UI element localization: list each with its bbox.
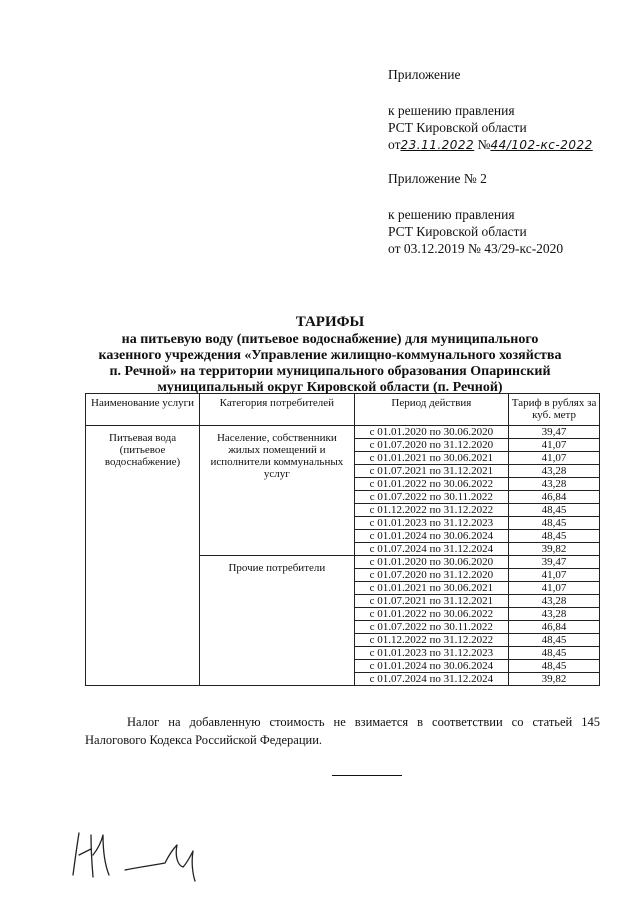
period-cell: с 01.07.2021 по 31.12.2021 xyxy=(354,465,509,478)
decision-line2: РСТ Кировской области xyxy=(388,120,527,135)
tariff-cell: 41,07 xyxy=(509,452,600,465)
header-tariff: Тариф в рублях за куб. метр xyxy=(509,394,600,426)
decision2-line2: РСТ Кировской области xyxy=(388,224,527,239)
handwritten-date: 23.11.2022 xyxy=(400,138,475,152)
tariff-cell: 43,28 xyxy=(509,608,600,621)
service-name-cell: Питьевая вода (питьевое водоснабжение) xyxy=(86,426,200,686)
closing-rule xyxy=(332,775,402,776)
tariff-cell: 46,84 xyxy=(509,491,600,504)
decision2-line1: к решению правления xyxy=(388,207,515,222)
appendix-label: Приложение xyxy=(388,67,461,82)
period-cell: с 01.01.2022 по 30.06.2022 xyxy=(354,608,509,621)
table-row xyxy=(86,426,600,439)
date-prefix: от xyxy=(388,137,401,152)
table-body xyxy=(86,426,600,686)
tariff-cell: 43,28 xyxy=(509,478,600,491)
period-cell: с 01.12.2022 по 31.12.2022 xyxy=(354,634,509,647)
tariff-table xyxy=(85,393,600,686)
appendix2-header xyxy=(388,170,487,187)
tariff-cell: 39,47 xyxy=(509,426,600,439)
tariff-cell: 46,84 xyxy=(509,621,600,634)
tariff-cell: 43,28 xyxy=(509,465,600,478)
decision-reference xyxy=(388,102,593,154)
period-cell: с 01.01.2024 по 30.06.2024 xyxy=(354,660,509,673)
decision2-reference xyxy=(388,206,563,257)
tariff-cell: 48,45 xyxy=(509,634,600,647)
period-cell: с 01.01.2023 по 31.12.2023 xyxy=(354,647,509,660)
tariff-cell: 39,82 xyxy=(509,673,600,686)
period-cell: с 01.01.2024 по 30.06.2024 xyxy=(354,530,509,543)
vat-note: Налог на добавленную стоимость не взимается в соответствии со статьей 145 Налогового Кодекса Российской Федерации. xyxy=(85,715,600,747)
decision-line1: к решению правления xyxy=(388,103,515,118)
handwritten-number: 44/102-кс-2022 xyxy=(490,138,593,152)
handwritten-signature-icon xyxy=(65,825,215,885)
tariff-cell: 41,07 xyxy=(509,569,600,582)
title-main: ТАРИФЫ xyxy=(295,314,365,330)
tariff-cell: 48,45 xyxy=(509,660,600,673)
number-sign: № xyxy=(477,137,491,152)
title-line1: на питьевую воду (питьевое водоснабжение) для муниципального xyxy=(121,332,539,347)
header-period: Период действия xyxy=(354,394,509,426)
tariff-cell: 48,45 xyxy=(509,504,600,517)
tariff-cell: 43,28 xyxy=(509,595,600,608)
tariff-cell: 41,07 xyxy=(509,439,600,452)
period-cell: с 01.01.2020 по 30.06.2020 xyxy=(354,556,509,569)
category-cell: Население, собственники жилых помещений и исполнители коммунальных услуг xyxy=(200,426,355,556)
tariff-cell: 39,47 xyxy=(509,556,600,569)
table-header-row xyxy=(86,394,600,426)
period-cell: с 01.07.2022 по 30.11.2022 xyxy=(354,491,509,504)
tariff-cell: 41,07 xyxy=(509,582,600,595)
title-line4: муниципальный округ Кировской области (п. Речной) xyxy=(157,380,503,395)
header-service: Наименование услуги xyxy=(86,394,200,426)
period-cell: с 01.07.2024 по 31.12.2024 xyxy=(354,673,509,686)
appendix2-label: Приложение № 2 xyxy=(388,171,487,186)
period-cell: с 01.07.2021 по 31.12.2021 xyxy=(354,595,509,608)
tariff-cell: 48,45 xyxy=(509,647,600,660)
period-cell: с 01.07.2022 по 30.11.2022 xyxy=(354,621,509,634)
period-cell: с 01.01.2021 по 30.06.2021 xyxy=(354,452,509,465)
period-cell: с 01.07.2020 по 31.12.2020 xyxy=(354,439,509,452)
document-title xyxy=(60,314,600,396)
decision2-line3: от 03.12.2019 № 43/29-кс-2020 xyxy=(388,241,564,256)
tariff-cell: 48,45 xyxy=(509,517,600,530)
title-line2: казенного учреждения «Управление жилищно-коммунального хозяйства xyxy=(98,348,562,363)
period-cell: с 01.07.2020 по 31.12.2020 xyxy=(354,569,509,582)
appendix-header xyxy=(388,66,460,83)
title-line3: п. Речной» на территории муниципального образования Опаринский xyxy=(109,364,551,379)
period-cell: с 01.01.2022 по 30.06.2022 xyxy=(354,478,509,491)
period-cell: с 01.01.2020 по 30.06.2020 xyxy=(354,426,509,439)
header-category: Категория потребителей xyxy=(200,394,355,426)
period-cell: с 01.01.2021 по 30.06.2021 xyxy=(354,582,509,595)
decision-date-line xyxy=(388,136,593,154)
tariff-cell: 39,82 xyxy=(509,543,600,556)
tariff-cell: 48,45 xyxy=(509,530,600,543)
period-cell: с 01.01.2023 по 31.12.2023 xyxy=(354,517,509,530)
category-cell: Прочие потребители xyxy=(200,556,355,686)
period-cell: с 01.12.2022 по 31.12.2022 xyxy=(354,504,509,517)
period-cell: с 01.07.2024 по 31.12.2024 xyxy=(354,543,509,556)
